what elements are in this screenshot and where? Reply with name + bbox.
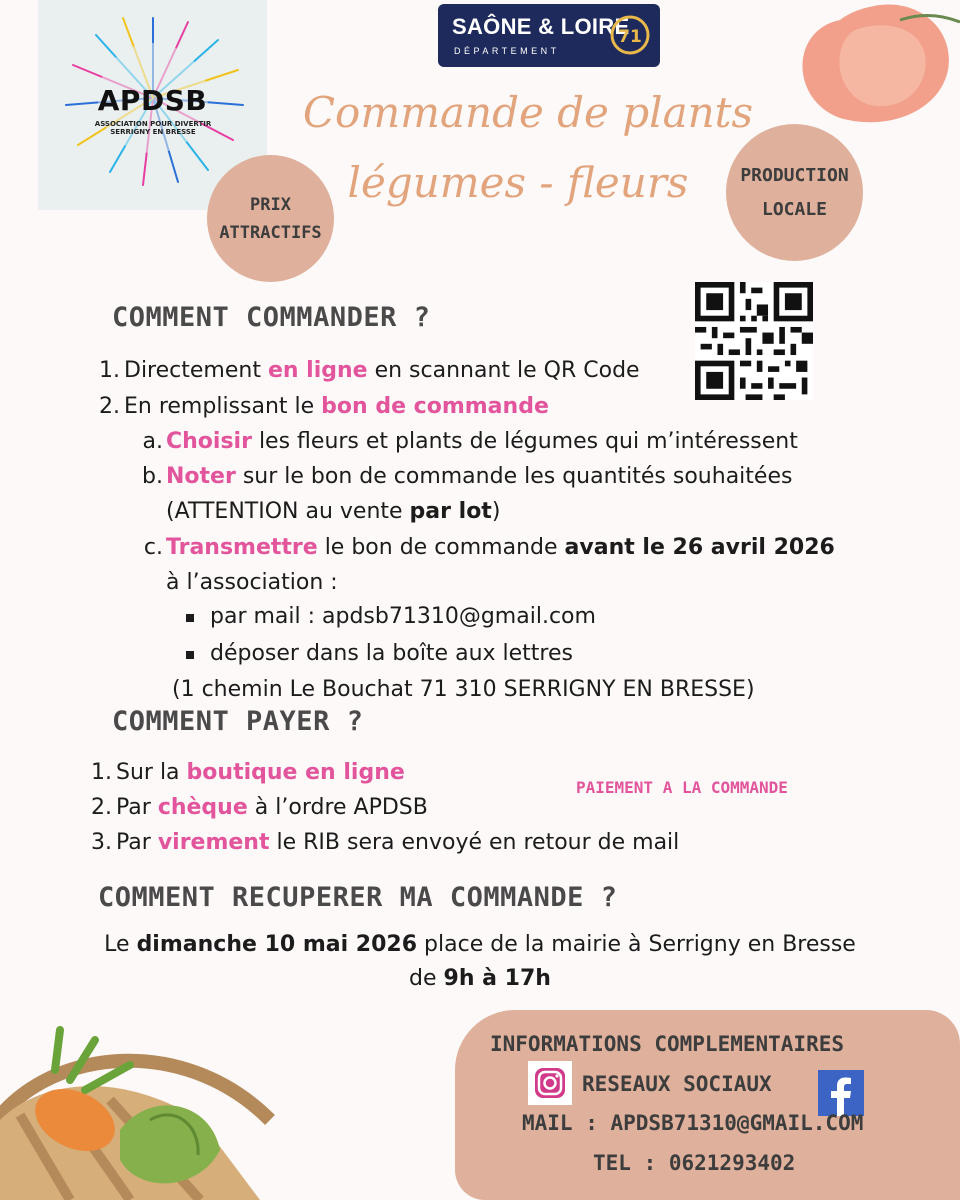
facebook-icon[interactable]	[818, 1070, 864, 1116]
substep-letter: c.	[143, 535, 163, 560]
prod-line-2: LOCALE	[761, 198, 828, 220]
bullet-mail: par mail : apdsb71310@gmail.com	[210, 604, 596, 629]
pay-number: 3.	[91, 830, 112, 855]
heading-comment-payer: COMMENT PAYER ?	[112, 706, 364, 737]
step-2: En remplissant le bon de commande	[124, 394, 549, 419]
substep-a: Choisir les fleurs et plants de légumes qui m’intéressent	[166, 429, 798, 454]
pickup-date: Le dimanche 10 mai 2026 place de la mairie à Serrigny en Bresse	[104, 932, 856, 957]
page-title-line-2: légumes - fleurs	[347, 158, 689, 207]
department-subtitle: DÉPARTEMENT	[454, 46, 560, 56]
pay-option-3: Par virement le RIB sera envoyé en retour de mail	[116, 830, 680, 855]
qr-code-icon[interactable]	[695, 282, 813, 400]
heading-comment-recuperer: COMMENT RECUPERER MA COMMANDE ?	[98, 882, 618, 913]
instagram-icon[interactable]	[528, 1061, 572, 1105]
info-mail[interactable]: MAIL : APDSB71310@GMAIL.COM	[522, 1111, 864, 1135]
bullet-icon	[186, 614, 194, 622]
substep-letter: a.	[142, 429, 163, 454]
logo-title: APDSB	[97, 84, 208, 117]
vegetable-basket-icon	[0, 1010, 280, 1200]
pay-number: 2.	[91, 795, 112, 820]
info-tel[interactable]: TEL : 0621293402	[593, 1151, 796, 1175]
substep-letter: b.	[142, 464, 163, 489]
pickup-hours: de 9h à 17h	[409, 966, 551, 991]
substep-b-note: (ATTENTION au vente par lot)	[166, 499, 501, 524]
department-71-icon	[610, 15, 650, 55]
page-title-line-1: Commande de plants	[302, 88, 754, 137]
paiement-note: PAIEMENT A LA COMMANDE	[576, 778, 788, 797]
substep-b: Noter sur le bon de commande les quantités souhaitées	[166, 464, 793, 489]
department-name: SAÔNE & LOIRE	[452, 14, 630, 39]
step-number: 2.	[99, 394, 120, 419]
pay-option-1: Sur la boutique en ligne	[116, 760, 405, 785]
prix-line-1: PRIX	[250, 194, 291, 215]
step-number: 1.	[99, 358, 120, 383]
step-1: Directement en ligne en scannant le QR Code	[124, 358, 640, 383]
pay-option-2: Par chèque à l’ordre APDSB	[116, 795, 428, 820]
address: (1 chemin Le Bouchat 71 310 SERRIGNY EN BRESSE)	[172, 677, 755, 702]
pay-number: 1.	[91, 760, 112, 785]
logo-subtitle: ASSOCIATION POUR DIVERTIR SERRIGNY EN BRESSE	[94, 120, 212, 136]
prix-attractifs-badge	[207, 155, 334, 282]
heading-comment-commander: COMMENT COMMANDER ?	[112, 302, 431, 333]
prod-line-1: PRODUCTION	[740, 164, 849, 186]
bullet-mailbox: déposer dans la boîte aux lettres	[210, 641, 573, 666]
info-title: INFORMATIONS COMPLEMENTAIRES	[490, 1032, 845, 1056]
production-locale-badge	[726, 124, 863, 261]
info-social: RESEAUX SOCIAUX	[582, 1072, 772, 1096]
substep-c-line2: à l’association :	[166, 570, 338, 595]
prix-line-2: ATTRACTIFS	[219, 222, 322, 243]
department-badge	[438, 4, 660, 67]
svg-text:71: 71	[618, 27, 642, 47]
substep-c: Transmettre le bon de commande avant le 26 avril 2026	[166, 535, 835, 560]
bullet-icon	[186, 651, 194, 659]
